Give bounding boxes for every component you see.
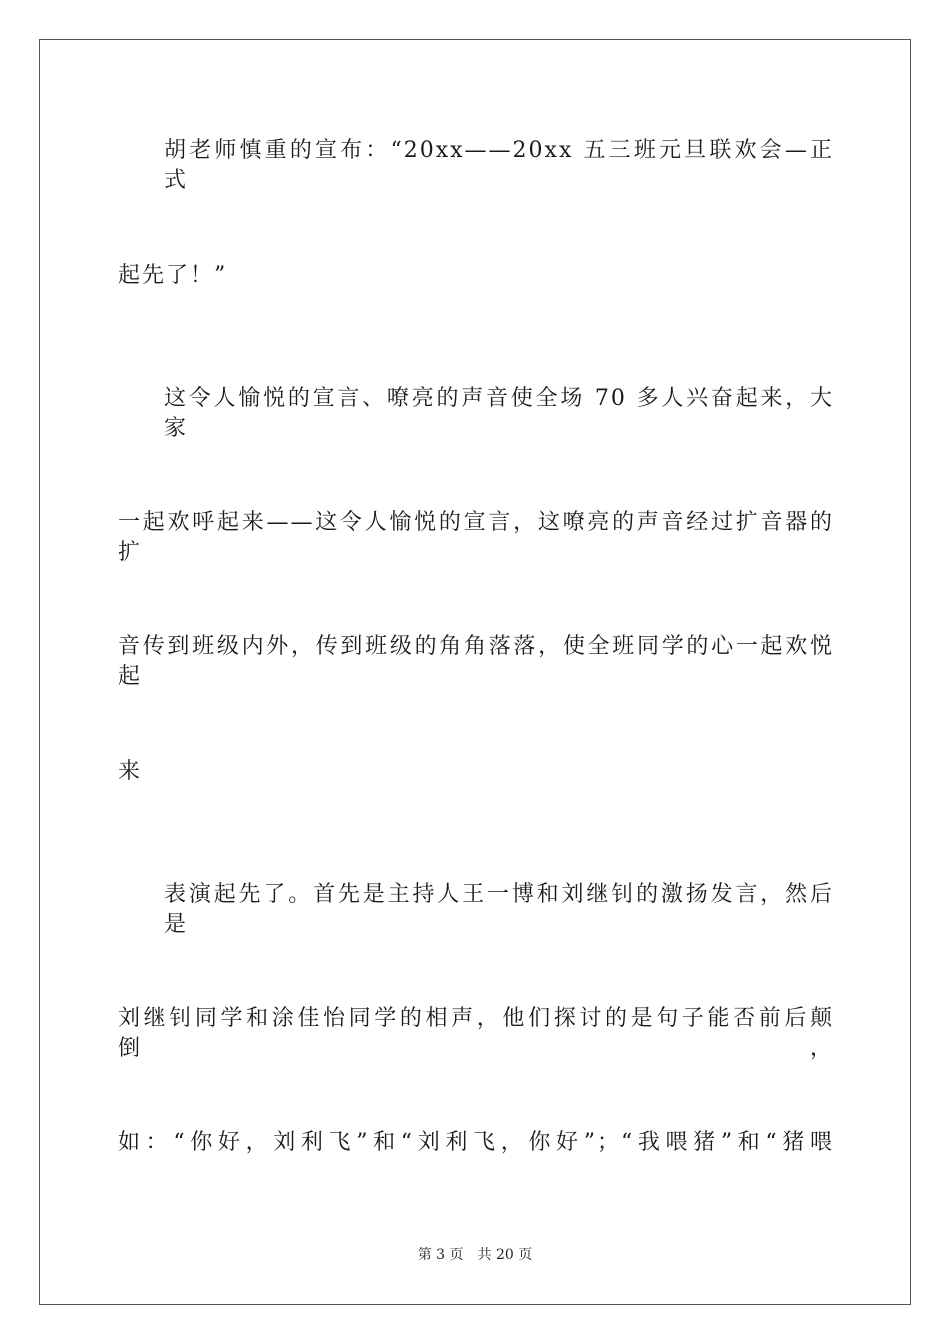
- paragraph-1-line-2: 起先了！”: [118, 263, 228, 288]
- total-pages: 共 20 页: [477, 1247, 533, 1263]
- paragraph-2-line-2: 一起欢呼起来——这令人愉悦的宣言，这嘹亮的声音经过扩音器的扩: [118, 510, 834, 565]
- paragraph-3-line-1: 表演起先了。首先是主持人王一博和刘继钊的激扬发言，然后是: [164, 882, 834, 937]
- paragraph-2-line-1: 这令人愉悦的宣言、嘹亮的声音使全场 70 多人兴奋起来，大家: [164, 386, 834, 441]
- page-number: 第 3 页: [417, 1247, 464, 1263]
- paragraph-1-line-1: 胡老师慎重的宣布：“20xx——20xx 五三班元旦联欢会—正式: [164, 138, 834, 193]
- paragraph-2-line-4: 来: [118, 759, 143, 784]
- page-border: [39, 39, 911, 1305]
- paragraph-3-line-3: 如：“你好，刘利飞”和“刘利飞，你好”；“我喂猪”和“猪喂: [118, 1130, 834, 1155]
- paragraph-2-line-3: 音传到班级内外，传到班级的角角落落，使全班同学的心一起欢悦起: [118, 634, 834, 689]
- page-footer: [0, 1246, 950, 1264]
- paragraph-3-line-2: 刘继钊同学和涂佳怡同学的相声，他们探讨的是句子能否前后颠倒，: [118, 1006, 834, 1061]
